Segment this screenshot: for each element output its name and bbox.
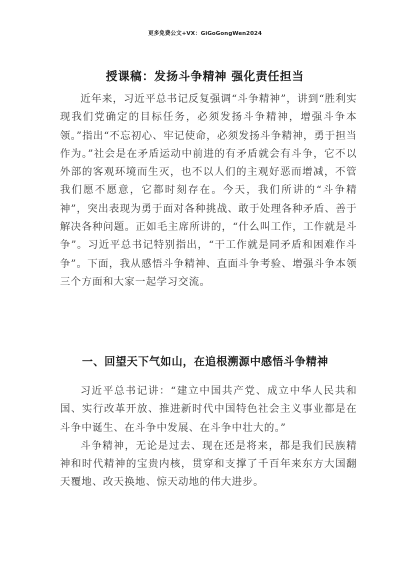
- document-title: 授课稿：发扬斗争精神 强化责任担当: [105, 69, 305, 83]
- section-1-paragraph: 斗争精神，无论是过去、现在还是将来，都是我们民族精神和时代精神的宝贵内核，贯穿和支撑了千百年来东方大国翻天覆地、改天换地、惊天动地的伟大进步。: [60, 440, 357, 489]
- section-1-paragraph: 习近平总书记讲：“建立中国共产党、成立中华人民共和国、实行改革开放、推进新时代中国特色社会主义事业都是在斗争中诞生、在斗争中发展、在斗争中壮大的。”: [60, 386, 357, 434]
- section-heading-1: 一、回望天下气如山，在追根溯源中感悟斗争精神: [82, 355, 329, 368]
- section-1-body: [60, 383, 357, 493]
- intro-section: [60, 91, 357, 292]
- intro-paragraph: 近年来，习近平总书记反复强调“斗争精神”，讲到“胜利实现我们党确定的目标任务，必须发扬斗争精神，增强斗争本领。”指出“不忘初心、牢记使命，必须发扬斗争精神，勇于担当作为。”社会是在矛盾运动中前进的有矛盾就会有斗争，它不以外部的客观环境而生灭，也不以人们的主观好恶而增减，不管我们愿不愿意，它都时刻存在。今天，我们所讲的“斗争精神”，突出表现为勇于面对各种挑战、敢于处理各种矛盾、善于解决各种问题。正如毛主席所讲的，“什么叫工作，工作就是斗争”。习近平总书记特别指出，“干工作就是同矛盾和困难作斗争”。下面，我从感悟斗争精神、直面斗争考验、增强斗争本领三个方面和大家一起学习交流。: [60, 94, 357, 288]
- header-note: 更多免费公文+VX：GiGoGongWen2024: [148, 31, 262, 37]
